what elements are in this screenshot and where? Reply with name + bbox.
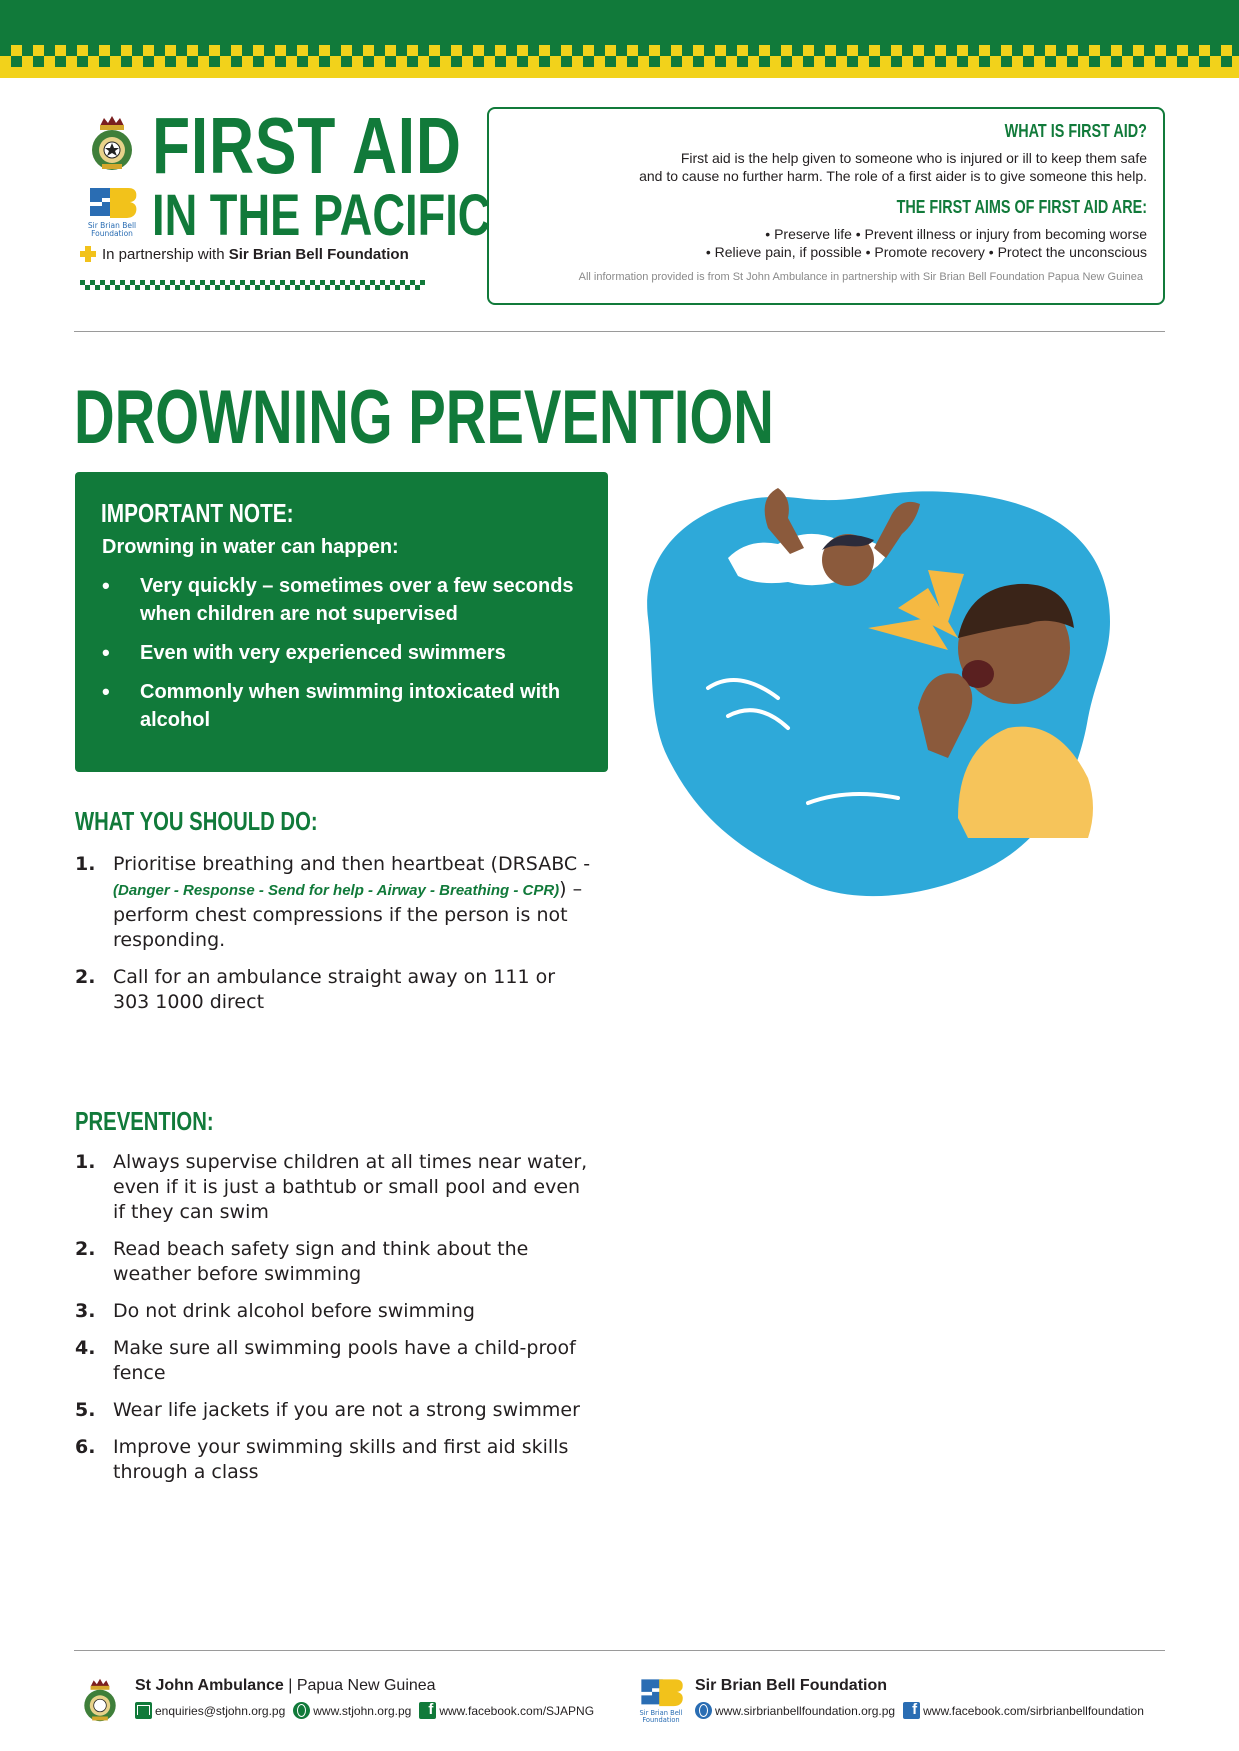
step-number: 3. <box>75 1300 96 1322</box>
checker-row <box>0 56 1239 67</box>
globe-icon <box>695 1702 712 1719</box>
footer-sbb-web: www.sirbrianbellfoundation.org.pg <box>715 1703 896 1718</box>
footer-email: enquiries@stjohn.org.pg <box>155 1703 286 1718</box>
first-aims-line2: • Relieve pain, if possible • Promote recovery • Protect the unconscious <box>705 244 1147 260</box>
list-item: • Commonly when swimming intoxicated with alcohol <box>102 678 592 734</box>
partner-name: Sir Brian Bell Foundation <box>228 246 409 263</box>
footer-sbb-facebook-link[interactable] <box>903 1702 1144 1719</box>
list-item <box>75 1435 595 1485</box>
list-item <box>75 965 595 1015</box>
globe-icon <box>293 1702 310 1719</box>
prevention-text: Do not drink alcohol before swimming <box>113 1300 475 1322</box>
prevention-text: Wear life jackets if you are not a strong swimmer <box>113 1399 580 1421</box>
first-aid-cross-icon <box>80 246 96 262</box>
checker-row <box>0 67 1239 78</box>
svg-text:Foundation: Foundation <box>642 1716 680 1724</box>
important-note-heading: IMPORTANT NOTE: <box>101 498 294 528</box>
prevention-text: Read beach safety sign and think about the weather before swimming <box>113 1238 529 1285</box>
header-divider <box>74 331 1165 332</box>
footer-sbb-name: Sir Brian Bell Foundation <box>695 1677 888 1694</box>
mini-checker-strip <box>80 280 426 290</box>
prevention-text: Make sure all swimming pools have a child-proof fence <box>113 1337 576 1384</box>
list-item: • Very quickly – sometimes over a few seconds when children are not supervised <box>102 572 592 628</box>
footer-sbb-links <box>695 1702 1152 1719</box>
list-item <box>75 852 595 953</box>
step-number: 2. <box>75 966 96 988</box>
step-number: 4. <box>75 1337 96 1359</box>
list-item <box>75 1398 595 1423</box>
footer-org <box>135 1677 436 1695</box>
drsabc-expansion: (Danger - Response - Send for help - Airway - Breathing - CPR) <box>113 882 560 899</box>
facebook-icon <box>419 1702 436 1719</box>
footer-facebook-link[interactable] <box>419 1702 594 1719</box>
prevention-list <box>75 1150 595 1497</box>
list-item <box>75 1150 595 1225</box>
footer-web: www.stjohn.org.pg <box>313 1703 412 1718</box>
svg-text:Foundation: Foundation <box>91 229 133 238</box>
footer-sbb-facebook: www.facebook.com/sirbrianbellfoundation <box>923 1703 1144 1718</box>
first-aid-definition-line1: First aid is the help given to someone who is injured or ill to keep them safe <box>680 150 1147 166</box>
sir-brian-bell-logo-icon <box>84 182 140 238</box>
important-note-list <box>102 572 592 745</box>
checker-border <box>0 34 1239 78</box>
first-aid-definition-line2: and to cause no further harm. The role of a first aider is to give someone this help. <box>639 168 1147 184</box>
what-is-first-aid-heading: WHAT IS FIRST AID? <box>1004 121 1147 141</box>
partner-prefix: In partnership with <box>102 246 229 263</box>
important-note-box <box>75 472 608 772</box>
list-item <box>75 1299 595 1324</box>
drowning-illustration <box>628 478 1148 918</box>
st-john-emblem-icon <box>78 1674 122 1726</box>
checker-row <box>0 45 1239 56</box>
partnership-line <box>80 246 409 263</box>
header-title-line2: IN THE PACIFIC <box>152 183 491 248</box>
prevention-heading: PREVENTION: <box>75 1106 214 1136</box>
step-number: 2. <box>75 1238 96 1260</box>
facebook-icon <box>903 1702 920 1719</box>
footer-email-link[interactable] <box>135 1702 285 1719</box>
prevention-text: Improve your swimming skills and first aid skills through a class <box>113 1436 569 1483</box>
first-aims-heading: THE FIRST AIMS OF FIRST AID ARE: <box>896 197 1147 217</box>
source-note: All information provided is from St John Ambulance in partnership with Sir Brian Bell Foundation Papua New Guinea <box>578 271 1143 283</box>
footer-divider <box>74 1650 1165 1651</box>
footer-org-country: | Papua New Guinea <box>283 1677 436 1694</box>
step1-text-b: ) – perform chest compressions if the person is not responding. <box>113 878 583 951</box>
first-aims-line1: • Preserve life • Prevent illness or injury from becoming worse <box>765 226 1147 242</box>
header-title-line1: FIRST AID <box>152 101 462 190</box>
important-note-subheading: Drowning in water can happen: <box>102 536 399 558</box>
footer-org-name: St John Ambulance <box>135 1677 284 1694</box>
footer-facebook: www.facebook.com/SJAPNG <box>439 1703 595 1718</box>
svg-text:Sir Brian Bell: Sir Brian Bell <box>87 221 137 230</box>
top-green-band <box>0 0 1239 34</box>
checker-row <box>0 34 1239 45</box>
mail-icon <box>135 1702 152 1719</box>
what-to-do-list <box>75 852 595 1027</box>
list-item <box>75 1237 595 1287</box>
svg-text:Sir Brian Bell: Sir Brian Bell <box>639 1709 683 1718</box>
page-title: DROWNING PREVENTION <box>74 375 774 460</box>
step-number: 1. <box>75 1151 96 1173</box>
sir-brian-bell-logo-icon <box>636 1674 686 1724</box>
step-number: 6. <box>75 1436 96 1458</box>
st-john-emblem-icon <box>84 112 140 174</box>
step-number: 1. <box>75 853 96 875</box>
what-is-first-aid-box <box>487 107 1165 305</box>
step2-text: Call for an ambulance straight away on 111 or 303 1000 direct <box>113 966 556 1013</box>
what-to-do-heading: WHAT YOU SHOULD DO: <box>75 806 318 836</box>
footer-sja-links <box>135 1702 602 1719</box>
step1-text-a: Prioritise breathing and then heartbeat (DRSABC - <box>113 853 591 875</box>
footer-sbb-web-link[interactable] <box>695 1702 895 1719</box>
footer-web-link[interactable] <box>293 1702 411 1719</box>
prevention-text: Always supervise children at all times near water, even if it is just a bathtub or small pool and even if they can swim <box>113 1151 588 1223</box>
list-item: • Even with very experienced swimmers <box>102 639 592 667</box>
step-number: 5. <box>75 1399 96 1421</box>
list-item <box>75 1336 595 1386</box>
